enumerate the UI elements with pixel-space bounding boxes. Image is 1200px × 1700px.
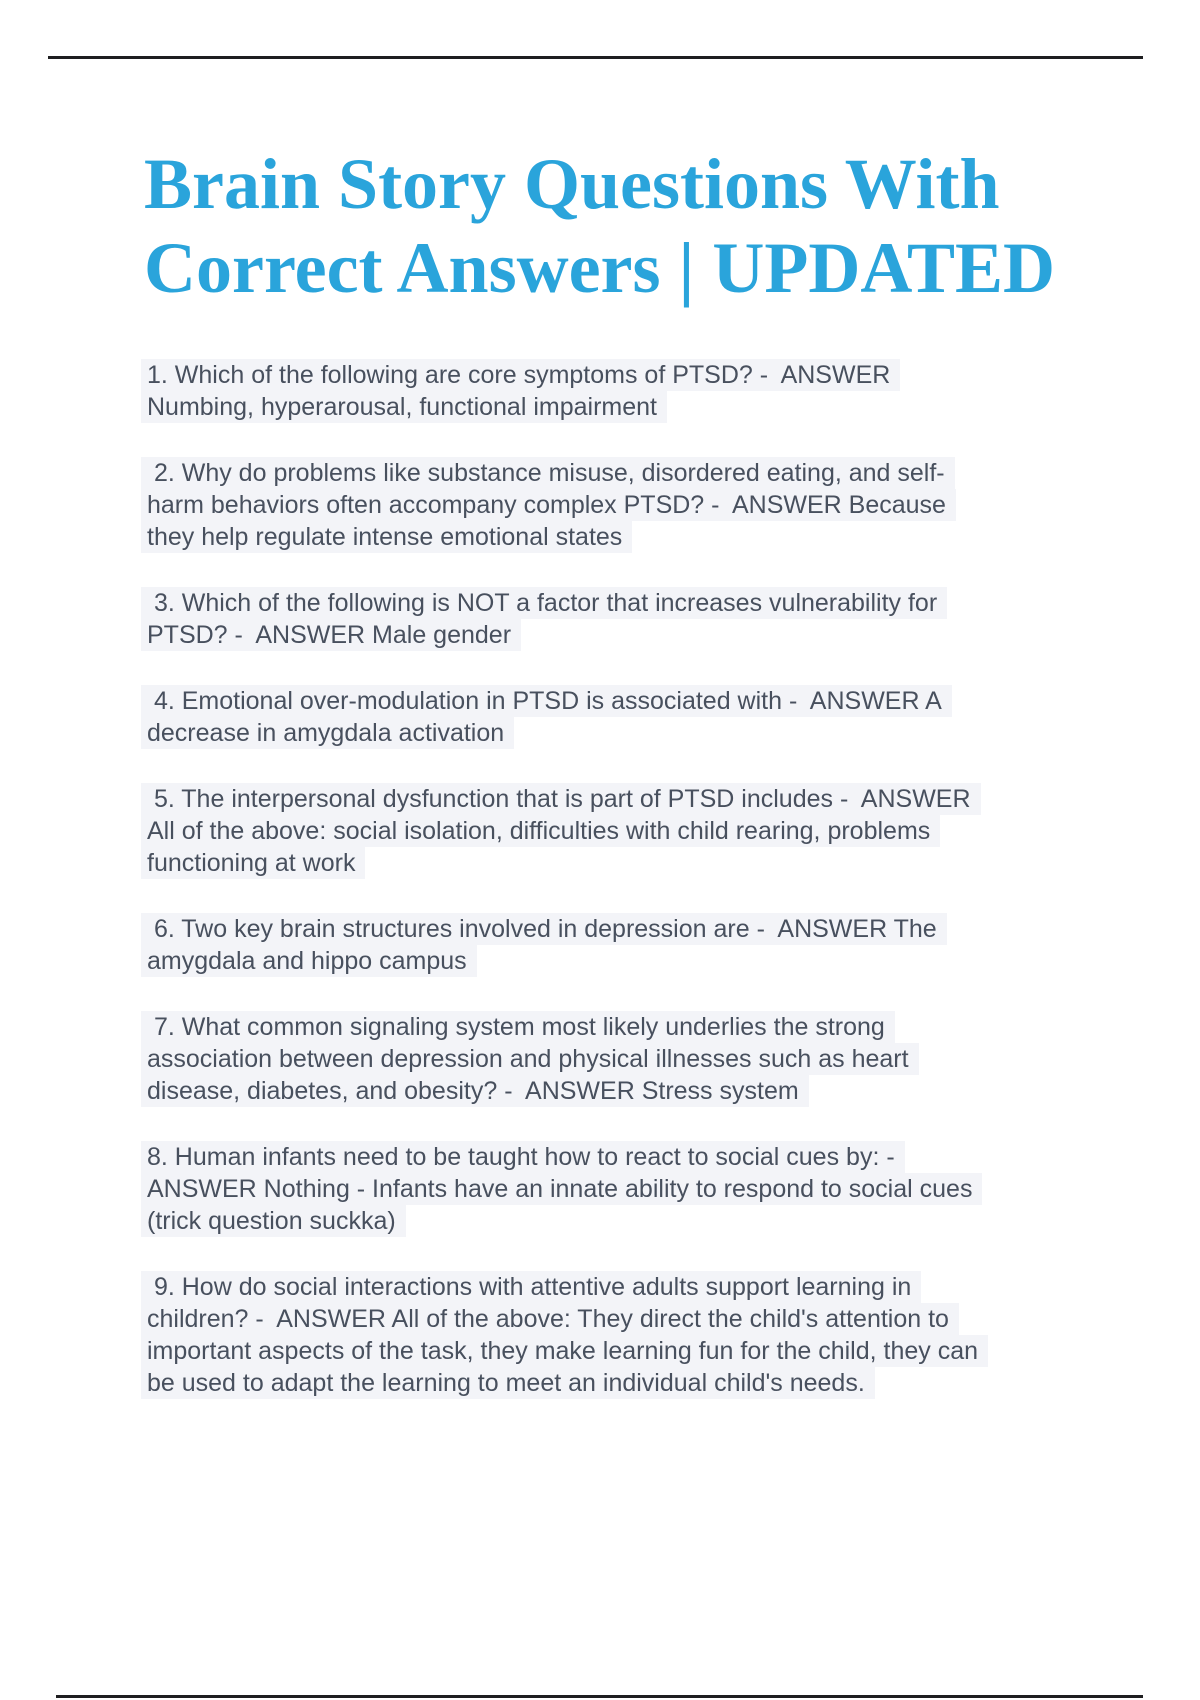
qa-line-text: functioning at work — [141, 847, 365, 879]
qa-line — [147, 913, 1077, 945]
qa-line-text: 7. What common signaling system most likely underlies the strong — [141, 1011, 895, 1043]
qa-line — [147, 945, 1077, 977]
qa-item-6 — [147, 913, 1077, 977]
qa-line-text: disease, diabetes, and obesity? - ANSWER Stress system — [141, 1075, 809, 1107]
qa-line-text: 1. Which of the following are core symptoms of PTSD? - ANSWER — [141, 359, 900, 391]
qa-line — [147, 359, 1077, 391]
qa-line-text: 6. Two key brain structures involved in depression are - ANSWER The — [141, 913, 947, 945]
qa-line-text: 5. The interpersonal dysfunction that is part of PTSD includes - ANSWER — [141, 783, 981, 815]
qa-line-text: 9. How do social interactions with attentive adults support learning in — [141, 1271, 921, 1303]
qa-line — [147, 1271, 1077, 1303]
qa-line — [147, 521, 1077, 553]
qa-line-text: All of the above: social isolation, difficulties with child rearing, problems — [141, 815, 940, 847]
qa-line — [147, 717, 1077, 749]
qa-item-8 — [147, 1141, 1077, 1237]
qa-item-9 — [147, 1271, 1077, 1399]
qa-line-text: Numbing, hyperarousal, functional impairment — [141, 391, 667, 423]
qa-line-text: harm behaviors often accompany complex PTSD? - ANSWER Because — [141, 489, 956, 521]
qa-item-5 — [147, 783, 1077, 879]
qa-line — [147, 1075, 1077, 1107]
qa-line-text: 2. Why do problems like substance misuse, disordered eating, and self- — [141, 457, 955, 489]
qa-line — [147, 391, 1077, 423]
qa-line-text: amygdala and hippo campus — [141, 945, 477, 977]
qa-item-2 — [147, 457, 1077, 553]
qa-line — [147, 815, 1077, 847]
top-divider — [48, 56, 1143, 59]
qa-line-text: ANSWER Nothing - Infants have an innate ability to respond to social cues — [141, 1173, 982, 1205]
qa-line-text: children? - ANSWER All of the above: They direct the child's attention to — [141, 1303, 959, 1335]
qa-item-7 — [147, 1011, 1077, 1107]
qa-line — [147, 1303, 1077, 1335]
bottom-divider — [56, 1695, 1143, 1698]
qa-line-text: (trick question suckka) — [141, 1205, 406, 1237]
qa-line — [147, 457, 1077, 489]
qa-line — [147, 1043, 1077, 1075]
qa-line — [147, 1335, 1077, 1367]
page-title-line1: Brain Story Questions With — [144, 144, 1000, 224]
page-title-line2: Correct Answers | UPDATED — [144, 228, 1056, 308]
qa-line — [147, 1367, 1077, 1399]
qa-line — [147, 685, 1077, 717]
qa-line-text: they help regulate intense emotional states — [141, 521, 632, 553]
qa-line — [147, 1205, 1077, 1237]
qa-line-text: be used to adapt the learning to meet an individual child's needs. — [141, 1367, 875, 1399]
qa-line — [147, 847, 1077, 879]
qa-line — [147, 783, 1077, 815]
qa-item-4 — [147, 685, 1077, 749]
qa-line-text: association between depression and physical illnesses such as heart — [141, 1043, 919, 1075]
qa-line-text: decrease in amygdala activation — [141, 717, 514, 749]
qa-list — [147, 359, 1077, 1399]
qa-line — [147, 587, 1077, 619]
qa-item-1 — [147, 359, 1077, 423]
qa-line — [147, 619, 1077, 651]
qa-line — [147, 489, 1077, 521]
qa-line-text: 4. Emotional over-modulation in PTSD is associated with - ANSWER A — [141, 685, 952, 717]
qa-line — [147, 1173, 1077, 1205]
qa-line-text: PTSD? - ANSWER Male gender — [141, 619, 521, 651]
page-title — [144, 142, 1144, 310]
qa-line — [147, 1011, 1077, 1043]
qa-line-text: important aspects of the task, they make learning fun for the child, they can — [141, 1335, 988, 1367]
qa-item-3 — [147, 587, 1077, 651]
qa-line — [147, 1141, 1077, 1173]
qa-line-text: 8. Human infants need to be taught how to react to social cues by: - — [141, 1141, 905, 1173]
qa-line-text: 3. Which of the following is NOT a factor that increases vulnerability for — [141, 587, 947, 619]
